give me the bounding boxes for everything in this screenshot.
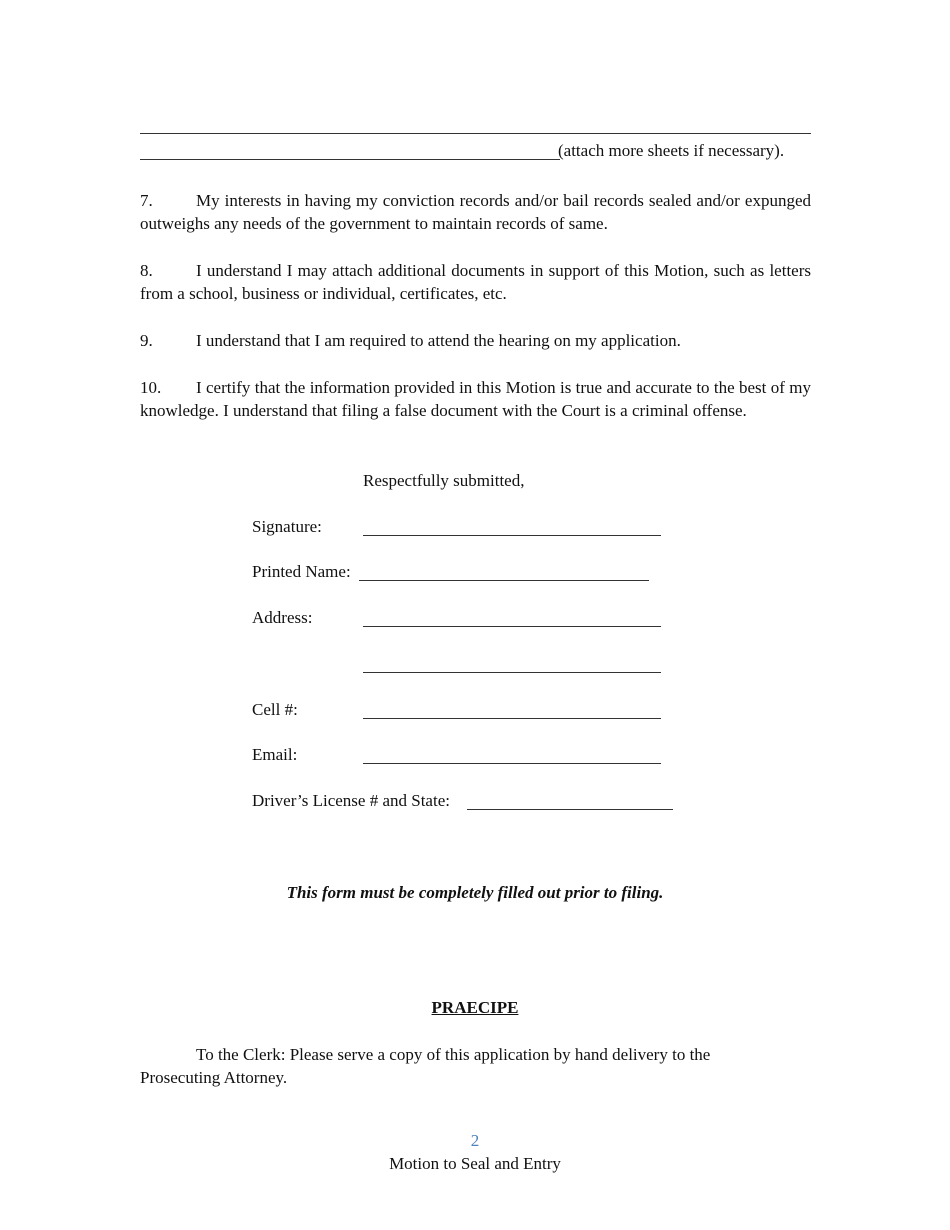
item-text: I understand I may attach additional documents in support of this Motion, such as letters from a school, business or individual, certificates, etc. [140,261,811,303]
item-number: 9. [140,331,153,350]
drivers-license-label: Driver’s License # and State: [252,791,450,810]
page-number: 2 [470,1131,480,1150]
item-number: 10. [140,378,162,397]
continuation-line-2 [140,159,560,160]
item-7 [140,189,811,235]
signature-field[interactable] [363,535,661,536]
drivers-license-field[interactable] [467,809,673,810]
item-number: 8. [140,261,153,280]
cell-label: Cell #: [252,700,298,719]
item-text: My interests in having my conviction records and/or bail records sealed and/or expunged outweighs any needs of the government to maintain records of same. [140,191,811,233]
continuation-line-1 [140,133,811,134]
item-8 [140,259,811,305]
cell-field[interactable] [363,718,661,719]
filing-notice: This form must be completely filled out prior to filing. [286,883,664,902]
closing-text: Respectfully submitted, [363,471,525,490]
item-number: 7. [140,191,153,210]
item-9 [140,329,811,352]
email-field[interactable] [363,763,661,764]
address-label: Address: [252,608,313,627]
printed-name-field[interactable] [359,580,649,581]
email-label: Email: [252,745,298,764]
praecipe-title: PRAECIPE [431,998,519,1017]
praecipe-text: To the Clerk: Please serve a copy of this application by hand delivery to the Prosecuting Attorney. [140,1045,711,1087]
attach-more-note: (attach more sheets if necessary). [558,141,785,160]
signature-label: Signature: [252,517,322,536]
footer-title: Motion to Seal and Entry [389,1154,561,1173]
praecipe-body [140,1043,780,1089]
printed-name-label: Printed Name: [252,562,351,581]
address-field-line-2[interactable] [363,672,661,673]
item-text: I certify that the information provided in this Motion is true and accurate to the best of my knowledge. I understand that filing a false document with the Court is a criminal offense. [140,378,811,420]
item-10 [140,376,811,422]
item-text: I understand that I am required to attend the hearing on my application. [196,331,681,350]
address-field-line-1[interactable] [363,626,661,627]
